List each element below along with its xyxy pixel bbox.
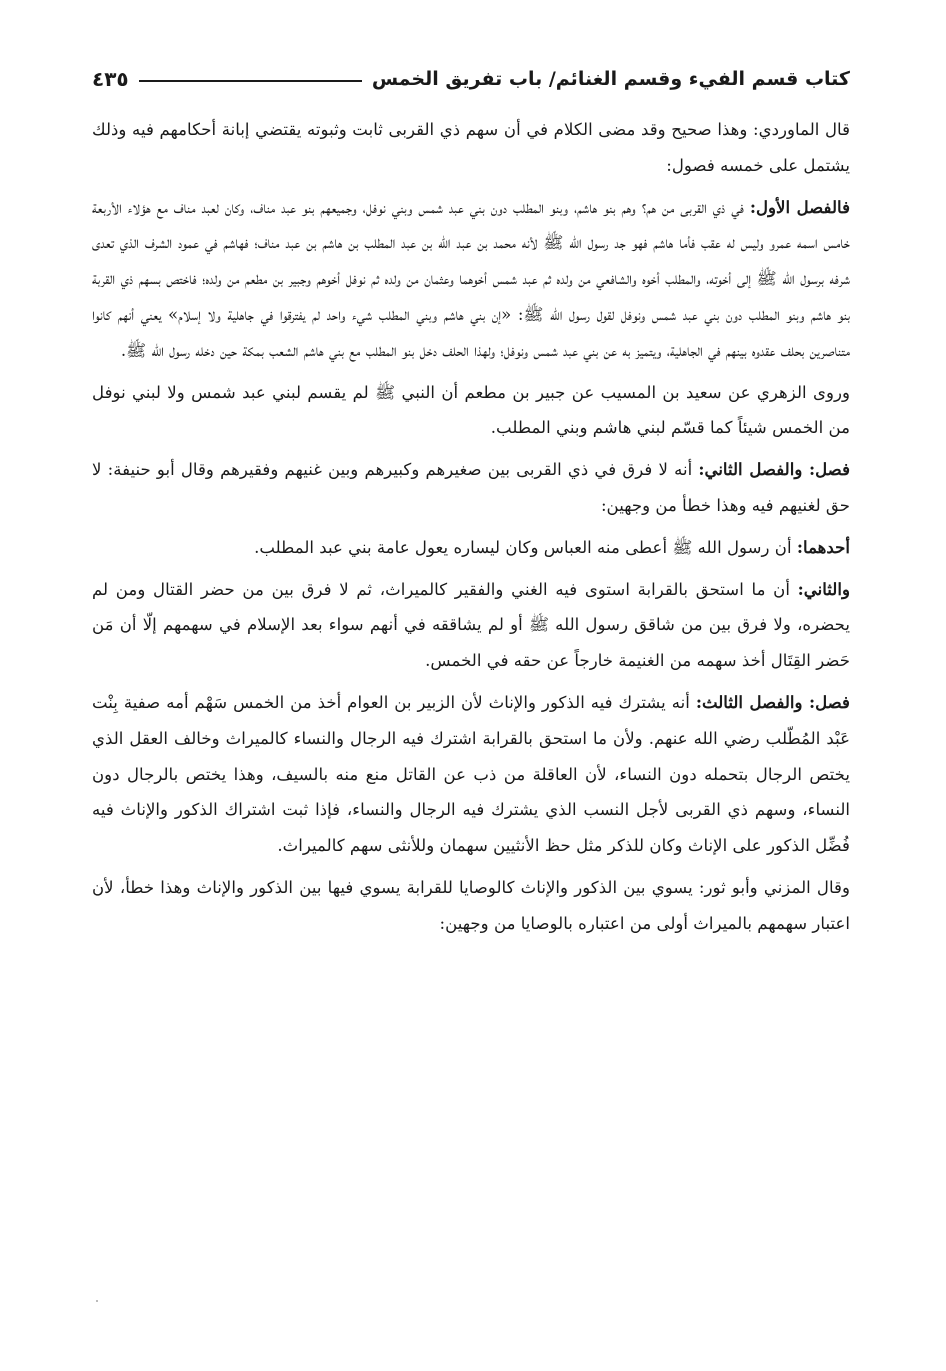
section-heading: فصل: والفصل الثالث: <box>695 691 850 712</box>
paragraph-text: أن رسول الله ﷺ أعطى منه العباس وكان ليساره يعول عامة بني عبد المطلب. <box>254 537 792 557</box>
section-heading: فصل: والفصل الثاني: <box>698 459 851 480</box>
paragraph-text: وقال المزني وأبو ثور: يسوي بين الذكور والإناث كالوصايا للقرابة يسوي فيها بين الذكور والإناث وهذا خطأ، لأن اعتبار سهمهم بالميراث أولى من اعتباره بالوصايا من وجهين: <box>92 877 850 933</box>
section-heading: فالفصل الأول: <box>749 196 850 217</box>
paragraph-zuhri-narration <box>92 375 850 447</box>
header-rule <box>139 80 362 82</box>
paragraph-text: أنه لا فرق في ذي القربى بين صغيرهم وكبيرهم وبين غنيهم وفقيرهم وقال أبو حنيفة: لا حق لغنيهم فيه وهذا خطأ من وجهين: <box>92 460 850 515</box>
running-header <box>92 62 850 96</box>
paragraph-text: وروى الزهري عن سعيد بن المسيب عن جبير بن مطعم أن النبي ﷺ لم يقسم لبني عبد شمس ولا لبني نوفل من الخمس شيئاً كما قسّم لبني هاشم وبني المطلب. <box>92 382 850 438</box>
paragraph-text: أنه يشترك فيه الذكور والإناث لأن الزبير بن العوام أخذ من الخمس سَهْم أمه صفية بِنْت عَبْد المُطّلب رضي الله عنهم. ولأن ما استحق بالقرابة اشترك فيه الرجال والنساء كالميراث وخالف العقل الذي يختص الرجال بتحمله دون النساء، لأن العاقلة من ذب عن القاتل منع منه بالسيف، وهذا يختص بالرجال دون النساء، وسهم ذي القربى لأجل النسب الذي يشترك فيه الرجال والنساء، فإذا ثبت اشتراك الذكور والإناث فيه فُضِّل الذكور على الإناث وكان للذكر مثل حظ الأنثيين سهمان وللأنثى سهم كالميراث. <box>92 692 850 856</box>
scan-speck <box>96 1300 98 1302</box>
paragraph-second-reason <box>92 572 850 679</box>
paragraph-text: في ذي القربى من هم؟ وهم بنو هاشم، وبنو المطلب دون بني عبد شمس وبني نوفل، وجميعهم بنو عبد مناف، وكان لعبد مناف مع هؤلاء الأربعة خامس اسمه عمرو وليس له عقب فأما هاشم فهو جد رسول الله ﷺ لأنه محمد بن عبد الله بن عبد المطلب بن هاشم بن عبد مناف؛ فهاشم في عمود الشرف الذي تعدى شرفه برسول الله ﷺ إلى أخوته، والمطلب أخوه والشافعي من ولده ثم عبد شمس أخوهما وعثمان من ولده ثم نوفل أخوهم وجبير بن مطعم من ولده؛ فاختص بسهم ذي القربة بنو هاشم وبنو المطلب دون بني عبد شمس ونوفل لقول رسول الله ﷺ: «إن بني هاشم وبني المطلب شيء واحد لم يفترقوا في جاهلية ولا إسلام» يعني أنهم كانوا متناصرين بحلف عقدوه بينهم في الجاهلية، ويتميز به عن بني عبد شمس ونوفل؛ ولهذا الحلف دخل بنو المطلب مع بني هاشم الشعب بمكة حين دخله رسول الله ﷺ. <box>92 197 850 360</box>
page-number: ٤٣٥ <box>92 67 129 91</box>
body-text <box>92 112 850 942</box>
paragraph-intro <box>92 112 850 184</box>
book-page <box>92 62 850 946</box>
section-heading: والثاني: <box>797 578 850 599</box>
paragraph-text: قال الماوردي: وهذا صحيح وقد مضى الكلام في أن سهم ذي القربى ثابت وثبوته يقتضي إبانة أحكامهم فيه وذلك يشتمل على خمسه فصول: <box>92 120 850 175</box>
paragraph-third-section <box>92 685 850 864</box>
paragraph-second-section <box>92 452 850 524</box>
running-header-title: كتاب قسم الفيء وقسم الغنائم/ باب تفريق الخمس <box>371 68 850 90</box>
paragraph-first-section <box>92 190 850 369</box>
section-heading: أحدهما: <box>796 536 850 557</box>
paragraph-first-reason <box>92 530 850 566</box>
paragraph-text: أن ما استحق بالقرابة استوى فيه الغني والفقير كالميراث، ثم لا فرق بين من حضر القتال ومن لم يحضره، ولا فرق بين من شاقق رسول الله ﷺ أو لم يشاققه في أنهم سواء بعد الإسلام في سهمهم إلّا أن مَن حَضر القِتَال أخذ سهمه من الغنيمة خارجاً عن حقه في الخمس. <box>92 579 850 671</box>
paragraph-muzani-opinion <box>92 870 850 942</box>
